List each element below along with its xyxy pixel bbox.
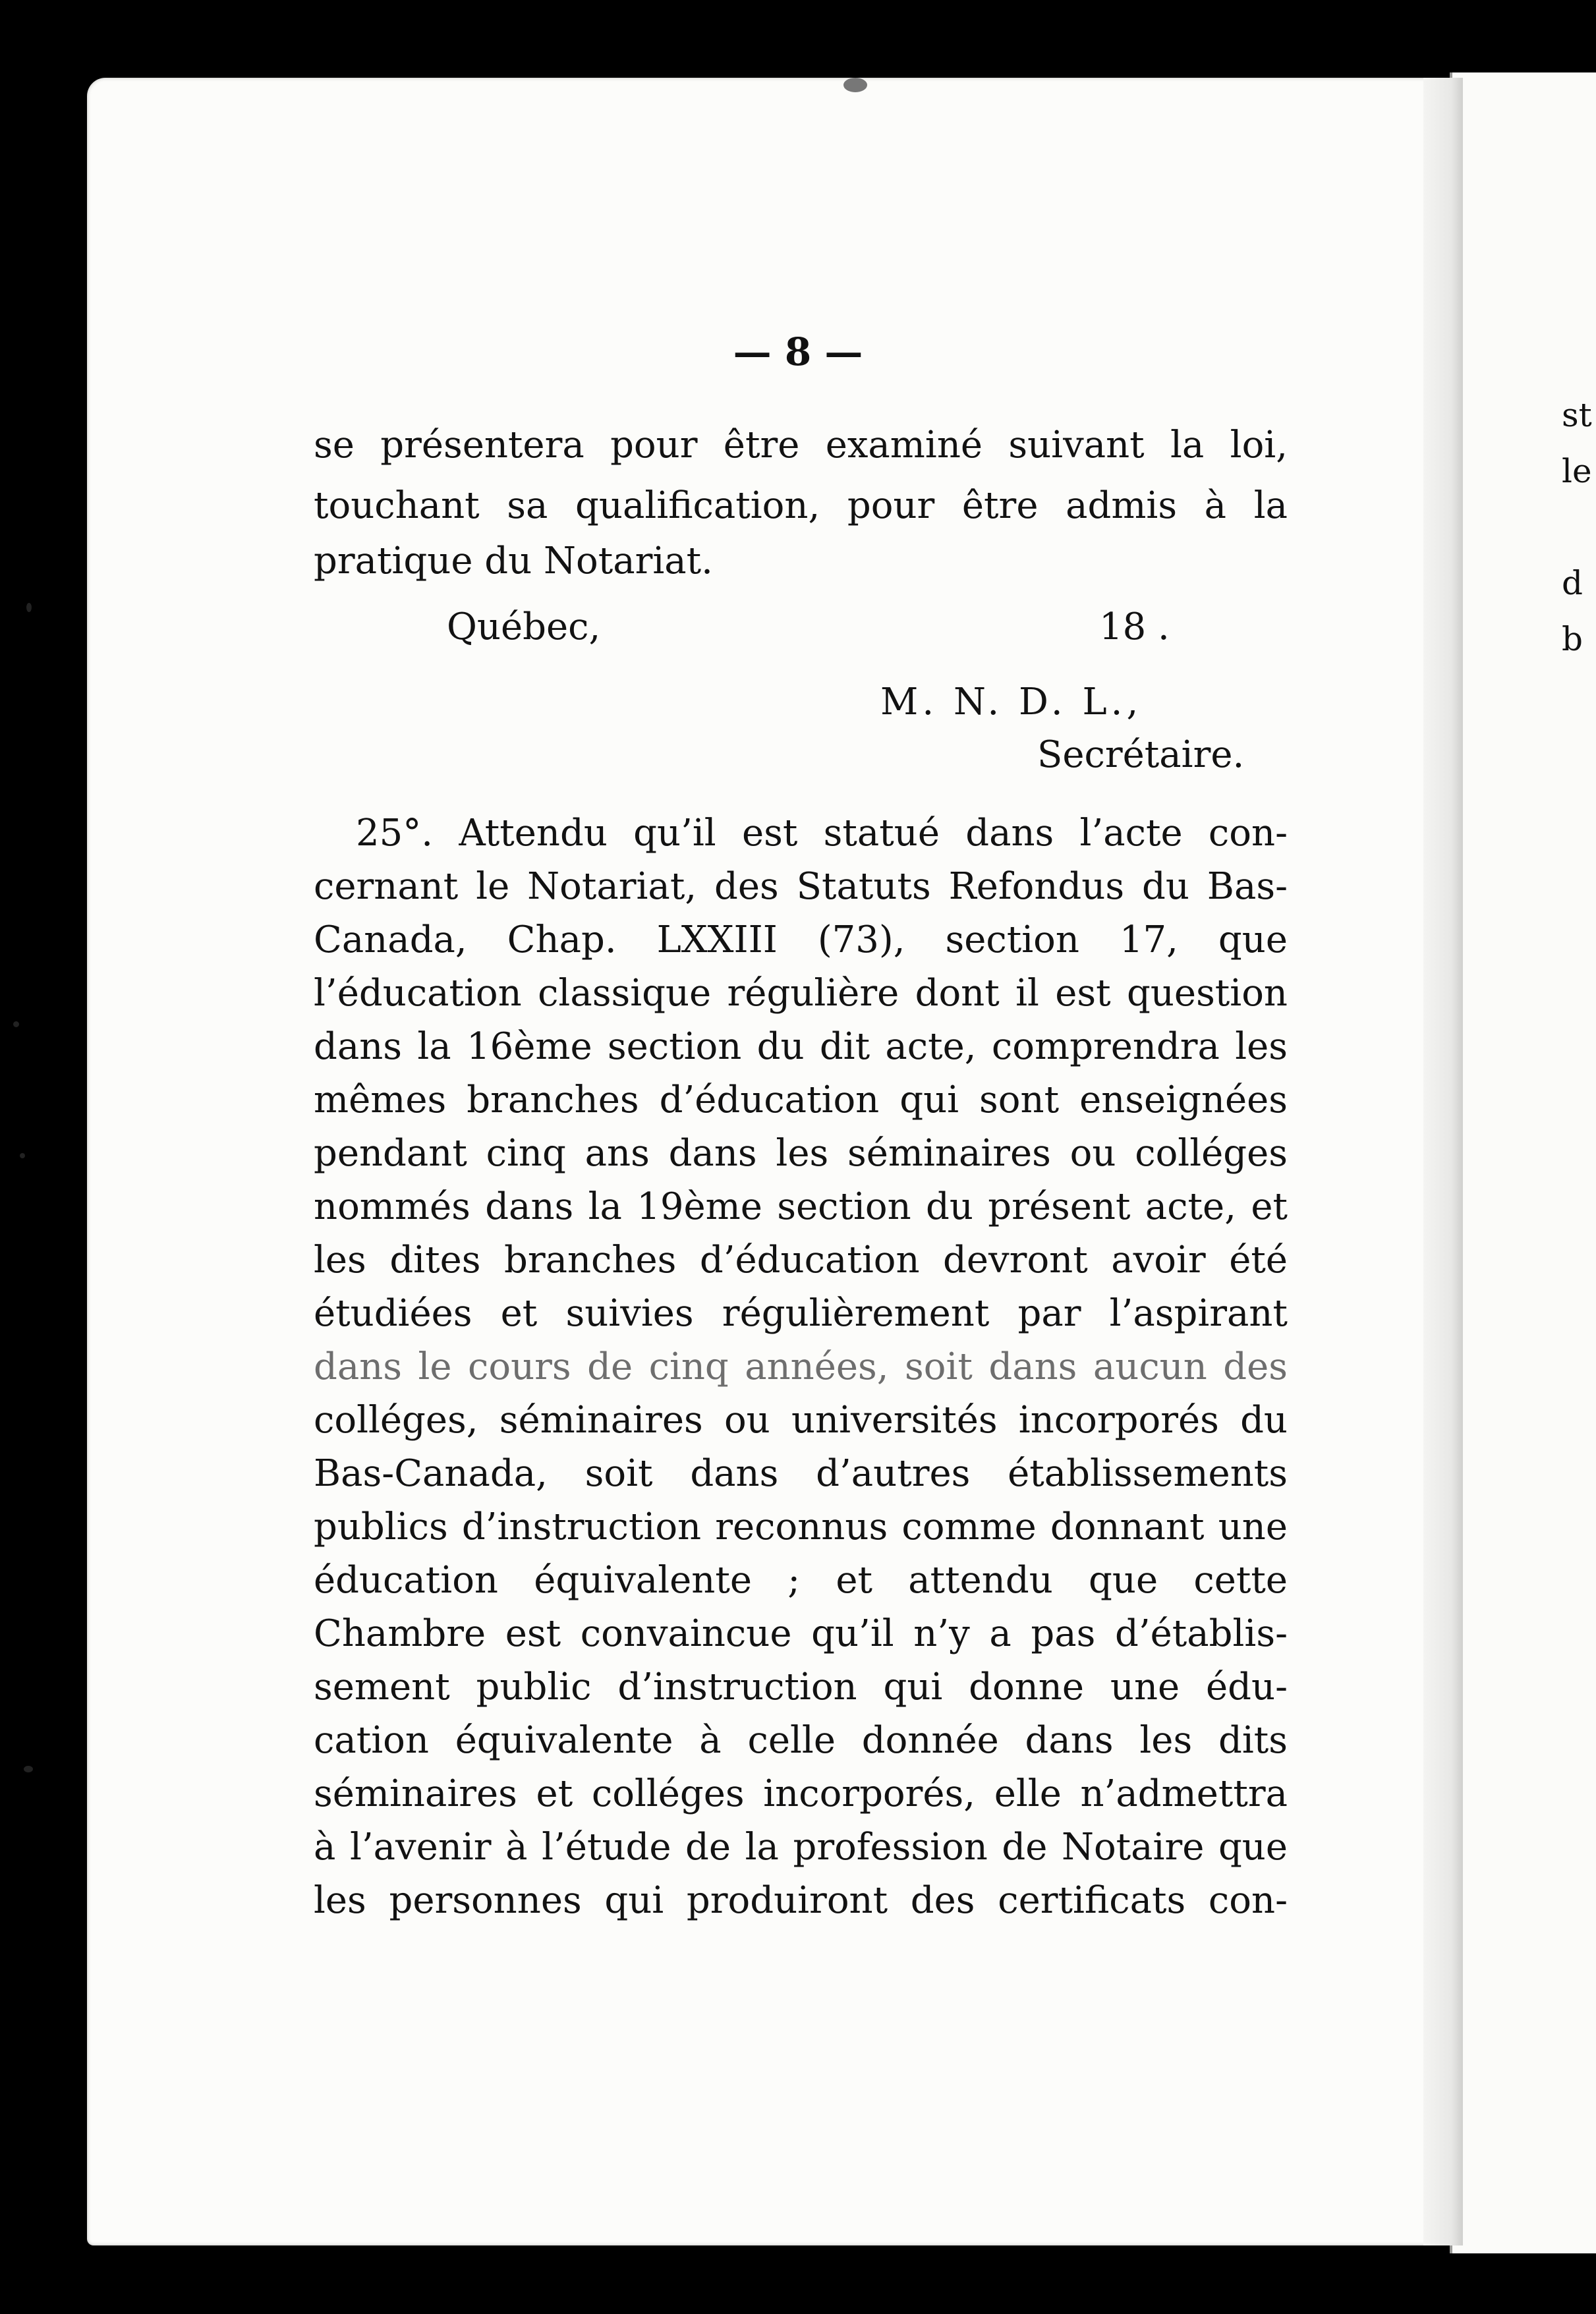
facing-page-fragment: st [1562,396,1592,434]
text-line: éducation équivalente ; et attendu que cette [314,1559,1288,1602]
text-line: publics d’instruction reconnus comme donnant une [314,1506,1288,1548]
text-line: pendant cinq ans dans les séminaires ou colléges [314,1132,1288,1175]
text-line: étudiées et suivies régulièrement par l’aspirant [314,1292,1288,1335]
facing-page-fragment: le [1562,452,1592,490]
page-number: — 8 — [733,329,863,374]
text-line: l’éducation classique régulière dont il est question [314,972,1288,1015]
text-line: cernant le Notariat, des Statuts Refondus du Bas- [314,865,1288,908]
text-line: sement public d’instruction qui donne une édu- [314,1666,1288,1708]
text-line: dans la 16ème section du dit acte, comprendra les [314,1025,1288,1068]
text-line: les personnes qui produiront des certificats con- [314,1879,1288,1922]
speck [843,78,867,92]
text-line: 25°. Attendu qu’il est statué dans l’acte con- [356,812,1288,855]
speck [26,603,32,612]
text-line: nommés dans la 19ème section du présent acte, et [314,1185,1288,1228]
text-line: les dites branches d’éducation devront avoir été [314,1239,1288,1282]
facing-page-fragment: d [1562,564,1583,602]
text-line: Bas-Canada, soit dans d’autres établissements [314,1452,1288,1495]
text-line: Chambre est convaincue qu’il n’y a pas d’établis- [314,1612,1288,1655]
text-line: dans le cours de cinq années, soit dans aucun des [314,1345,1288,1388]
signature-title: Secrétaire. [1037,733,1245,776]
text-line: colléges, séminaires ou universités incorporés du [314,1399,1288,1442]
text-line: se présentera pour être examiné suivant la loi, [314,424,1288,466]
text-line: cation équivalente à celle donnée dans les dits [314,1719,1288,1762]
text-line: Canada, Chap. LXXIII (73), section 17, que [314,918,1288,961]
speck [24,1766,33,1772]
page-gutter [1423,78,1463,2245]
text-line: à l’avenir à l’étude de la profession de Notaire que [314,1826,1288,1869]
signature-place: Québec, [447,606,601,648]
text-line: séminaires et colléges incorporés, elle n’admettra [314,1772,1288,1815]
signature-initials: M. N. D. L., [880,681,1143,723]
text-line: mêmes branches d’éducation qui sont enseignées [314,1079,1288,1121]
signature-year: 18 . [1099,606,1170,648]
speck [20,1153,25,1158]
facing-page-fragment: b [1562,620,1583,658]
speck [13,1021,19,1027]
text-line: touchant sa qualification, pour être admis à la [314,484,1288,527]
text-line: pratique du Notariat. [314,540,713,582]
